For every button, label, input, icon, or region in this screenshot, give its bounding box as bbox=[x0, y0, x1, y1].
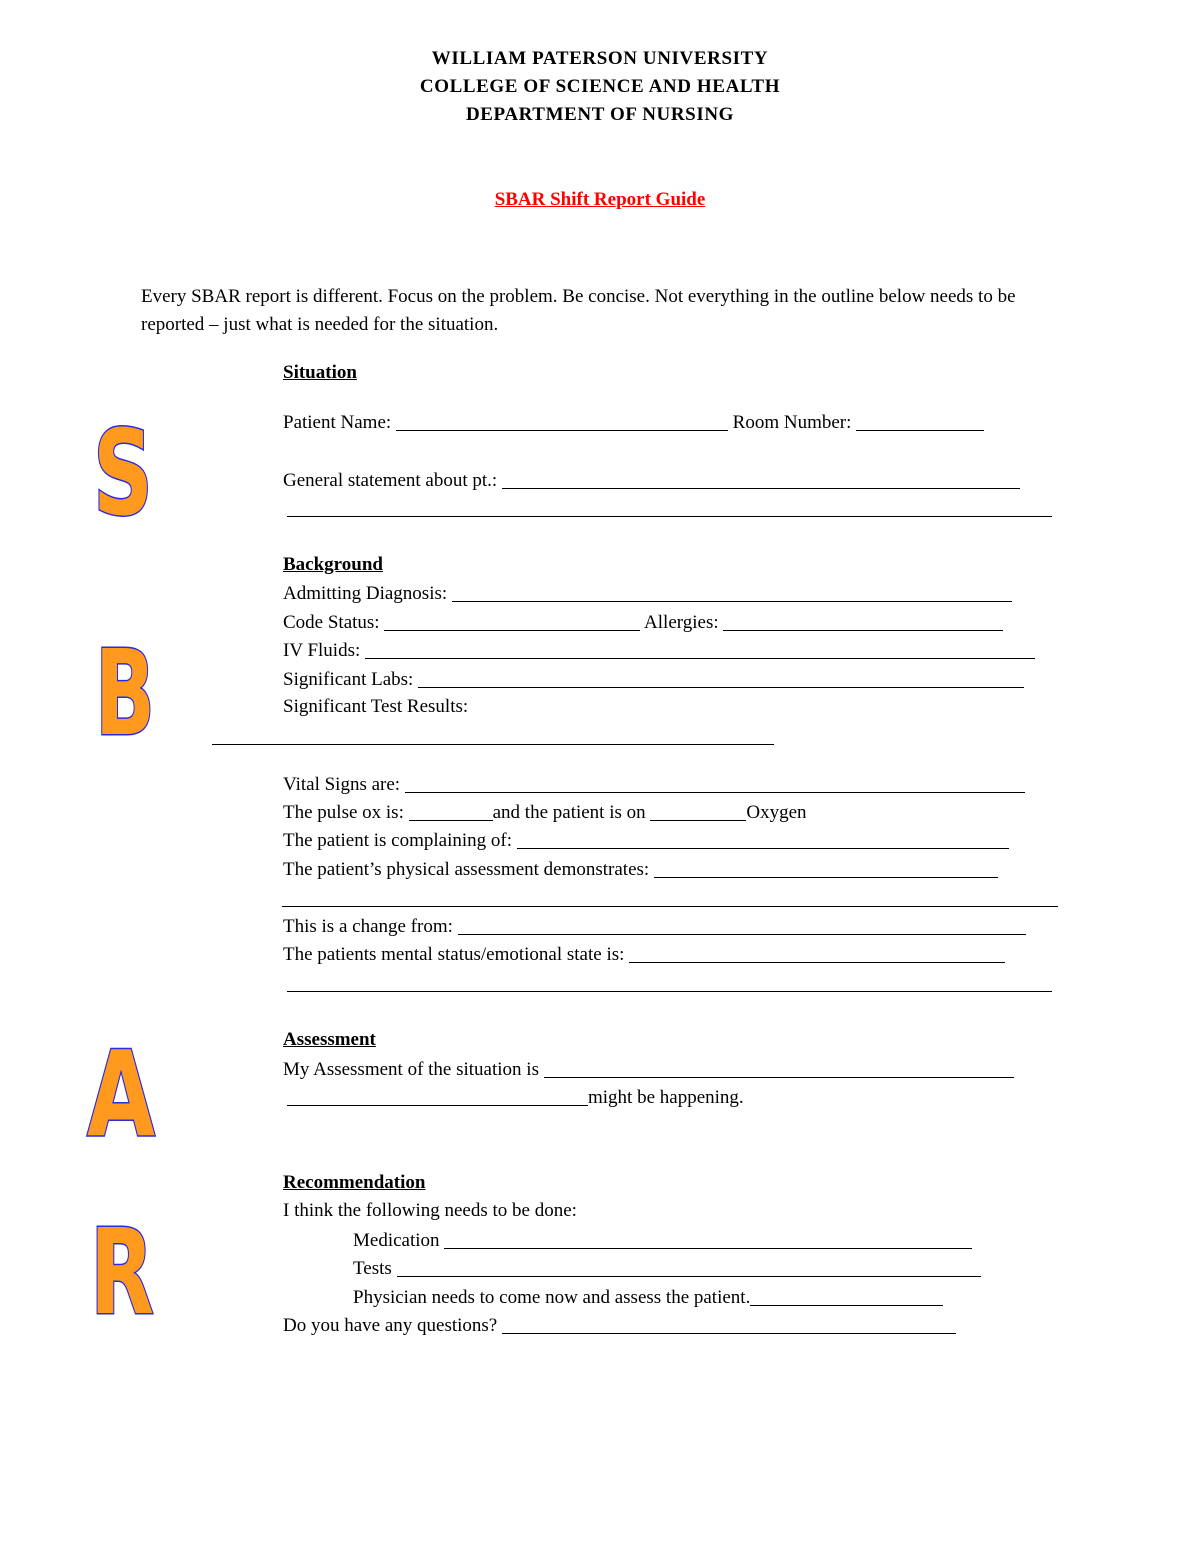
mental-status-field[interactable] bbox=[629, 944, 1005, 963]
patient-name-row bbox=[283, 412, 984, 432]
patient-name-label: Patient Name: bbox=[283, 412, 392, 433]
change-from-row bbox=[283, 916, 1026, 936]
my-assessment-field[interactable] bbox=[544, 1059, 1014, 1078]
mental-status-field-line-2[interactable] bbox=[287, 991, 1052, 992]
my-assessment-row bbox=[283, 1059, 1014, 1079]
general-statement-row bbox=[283, 470, 1020, 490]
might-be-field[interactable] bbox=[287, 1087, 588, 1106]
recommendation-heading: Recommendation bbox=[283, 1172, 426, 1193]
code-status-label: Code Status: bbox=[283, 612, 380, 633]
oxygen-label: Oxygen bbox=[746, 802, 807, 823]
questions-label: Do you have any questions? bbox=[283, 1315, 498, 1336]
pulse-ox-row bbox=[283, 802, 807, 822]
letter-a: A bbox=[87, 1025, 155, 1163]
code-status-field[interactable] bbox=[384, 612, 640, 631]
significant-labs-label: Significant Labs: bbox=[283, 669, 414, 690]
complaining-label: The patient is complaining of: bbox=[283, 830, 513, 851]
vital-signs-field[interactable] bbox=[405, 774, 1025, 793]
pulse-ox-label: The pulse ox is: bbox=[283, 802, 404, 823]
assessment-heading: Assessment bbox=[283, 1029, 376, 1050]
admitting-diagnosis-field[interactable] bbox=[452, 583, 1012, 602]
recommendation-intro: I think the following needs to be done: bbox=[283, 1200, 577, 1221]
physician-row bbox=[353, 1287, 943, 1307]
medication-row bbox=[353, 1230, 972, 1250]
admitting-diagnosis-row bbox=[283, 583, 1012, 603]
patient-name-field[interactable] bbox=[396, 412, 728, 431]
general-statement-field-line-2[interactable] bbox=[287, 516, 1052, 517]
letter-b-graphic bbox=[92, 624, 164, 762]
letter-s: S bbox=[93, 404, 153, 542]
intro-paragraph: Every SBAR report is different. Focus on the problem. Be concise. Not everything in the outline below needs to be reported – just what is needed for the situation. bbox=[141, 286, 1016, 335]
room-number-field[interactable] bbox=[856, 412, 984, 431]
physician-label: Physician needs to come now and assess the patient. bbox=[353, 1287, 751, 1308]
letter-r: R bbox=[90, 1203, 154, 1341]
significant-labs-row bbox=[283, 669, 1024, 689]
physical-assessment-field-line-2[interactable] bbox=[282, 906, 1058, 907]
iv-fluids-field[interactable] bbox=[365, 640, 1035, 659]
mental-status-row bbox=[283, 944, 1005, 964]
department-name: DEPARTMENT OF NURSING bbox=[465, 104, 735, 125]
letter-r-graphic bbox=[86, 1203, 162, 1341]
pulse-ox-field[interactable] bbox=[409, 802, 493, 821]
physical-assessment-label: The patient’s physical assessment demonstrates: bbox=[283, 859, 650, 880]
letter-s-graphic bbox=[88, 404, 160, 542]
change-from-label: This is a change from: bbox=[283, 916, 453, 937]
change-from-field[interactable] bbox=[458, 916, 1026, 935]
physical-assessment-field[interactable] bbox=[654, 859, 998, 878]
questions-field[interactable] bbox=[502, 1315, 956, 1334]
background-heading: Background bbox=[283, 554, 383, 575]
might-be-label: might be happening. bbox=[588, 1087, 744, 1108]
university-name: WILLIAM PATERSON UNIVERSITY bbox=[431, 48, 769, 69]
complaining-row bbox=[283, 830, 1009, 850]
significant-tests-field[interactable] bbox=[212, 744, 774, 745]
document-title: SBAR Shift Report Guide bbox=[494, 189, 706, 210]
significant-tests-label: Significant Test Results: bbox=[283, 696, 469, 717]
medication-field[interactable] bbox=[444, 1230, 972, 1249]
tests-label: Tests bbox=[353, 1258, 392, 1279]
complaining-field[interactable] bbox=[517, 830, 1009, 849]
medication-label: Medication bbox=[353, 1230, 440, 1251]
significant-labs-field[interactable] bbox=[418, 669, 1024, 688]
tests-field[interactable] bbox=[397, 1258, 981, 1277]
vital-signs-row bbox=[283, 774, 1025, 794]
physical-assessment-row bbox=[283, 859, 998, 879]
questions-row bbox=[283, 1315, 956, 1335]
vital-signs-label: Vital Signs are: bbox=[283, 774, 401, 795]
code-status-row bbox=[283, 612, 1003, 632]
iv-fluids-row bbox=[283, 640, 1035, 660]
allergies-field[interactable] bbox=[723, 612, 1003, 631]
admitting-diagnosis-label: Admitting Diagnosis: bbox=[283, 583, 448, 604]
letter-b: B bbox=[95, 624, 155, 762]
oxygen-field[interactable] bbox=[650, 802, 746, 821]
might-be-row bbox=[287, 1087, 744, 1107]
mental-status-label: The patients mental status/emotional state is: bbox=[283, 944, 625, 965]
letter-a-graphic bbox=[84, 1025, 164, 1163]
iv-fluids-label: IV Fluids: bbox=[283, 640, 361, 661]
situation-heading: Situation bbox=[283, 362, 357, 383]
patient-on-label: and the patient is on bbox=[492, 802, 646, 823]
college-name: COLLEGE OF SCIENCE AND HEALTH bbox=[419, 76, 781, 97]
allergies-label: Allergies: bbox=[644, 612, 719, 633]
room-number-label: Room Number: bbox=[732, 412, 852, 433]
physician-field[interactable] bbox=[750, 1287, 943, 1306]
general-statement-field[interactable] bbox=[502, 470, 1020, 489]
tests-row bbox=[353, 1258, 981, 1278]
my-assessment-label: My Assessment of the situation is bbox=[283, 1059, 539, 1080]
general-statement-label: General statement about pt.: bbox=[283, 470, 498, 491]
